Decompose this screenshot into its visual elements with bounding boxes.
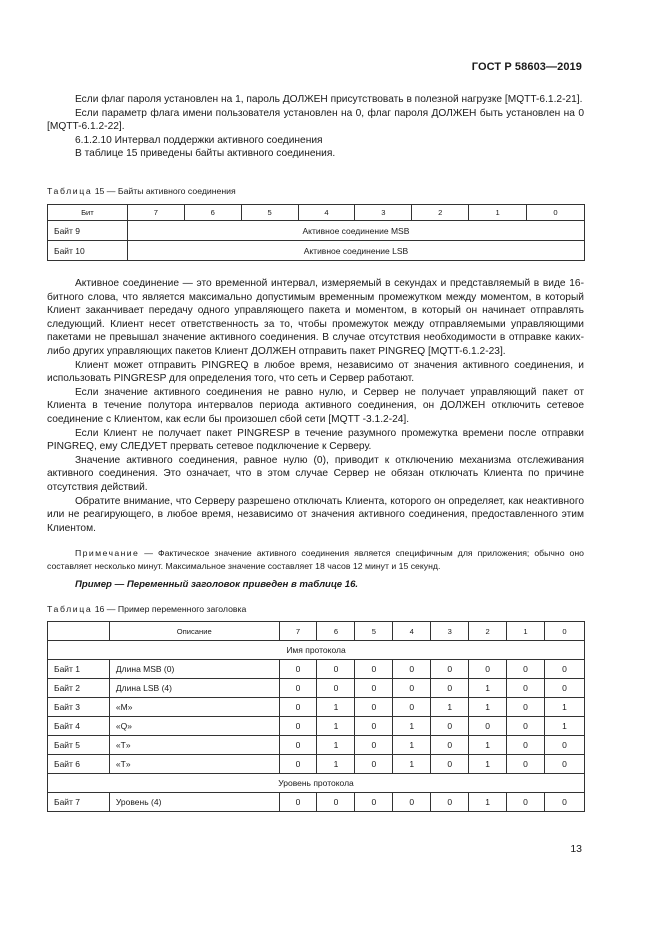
bit-cell: 1 [317,717,355,736]
header-cell: 0 [527,205,585,221]
description-cell: Длина LSB (4) [109,679,279,698]
bit-cell: 0 [545,679,585,698]
bit-cell: 0 [317,793,355,812]
table-header-row [48,622,585,641]
header-cell: 1 [507,622,545,641]
section-row [48,774,585,793]
bit-cell: 1 [431,698,469,717]
bit-cell: 0 [355,736,393,755]
header-cell: Бит [48,205,128,221]
description-cell: «Q» [109,717,279,736]
bit-cell: 1 [393,736,431,755]
bit-cell: 0 [279,717,317,736]
description-cell: Длина MSB (0) [109,660,279,679]
bit-cell: 0 [507,660,545,679]
caption-text: 15 — Байты активного соединения [94,186,236,196]
table-header-row [48,205,585,221]
section-heading: 6.1.2.10 Интервал поддержки активного соединения [75,134,323,146]
description-cell: «M» [109,698,279,717]
bit-cell: 0 [279,736,317,755]
description-cell: Уровень (4) [109,793,279,812]
bit-cell: 1 [469,793,507,812]
intro-paragraph: Если параметр флага имени пользователя установлен на 0, флаг пароля ДОЛЖЕН быть установлен на 0 [MQTT-6.1.2-22]. [47,107,584,133]
header-cell: 5 [241,205,298,221]
bit-cell: 1 [469,679,507,698]
bit-cell: 0 [279,679,317,698]
byte-label: Байт 3 [48,698,110,717]
table-row [48,698,585,717]
bit-cell: 0 [545,660,585,679]
table-15 [47,204,585,261]
bit-cell: 0 [507,717,545,736]
bit-cell: 0 [393,660,431,679]
byte-label: Байт 6 [48,755,110,774]
header-cell: Описание [109,622,279,641]
bit-cell: 0 [355,679,393,698]
table-row [48,241,585,261]
caption-prefix: Таблица [47,186,93,196]
bit-cell: 0 [393,793,431,812]
table-16 [47,621,585,812]
header-cell: 3 [355,205,412,221]
page-number: 13 [570,843,582,855]
bit-cell: 1 [545,717,585,736]
caption-prefix: Таблица [47,604,93,614]
paragraph: Если Клиент не получает пакет PINGRESP в течение разумного промежутка времени после отправки PINGREQ, ему СЛЕДУЕТ прервать сетевое подключение к Серверу. [47,427,584,453]
main-text [47,277,584,535]
bit-cell: 1 [317,698,355,717]
bit-cell: 0 [431,660,469,679]
row-label: Байт 10 [48,241,128,261]
bit-cell: 0 [545,793,585,812]
header-cell: 1 [469,205,527,221]
byte-label: Байт 2 [48,679,110,698]
bit-cell: 0 [355,698,393,717]
byte-label: Байт 1 [48,660,110,679]
bit-cell: 0 [431,793,469,812]
bit-cell: 1 [393,717,431,736]
table16-caption [47,604,246,614]
bit-cell: 0 [431,736,469,755]
note [47,547,584,572]
bit-cell: 0 [393,698,431,717]
header-cell: 4 [393,622,431,641]
table-row [48,736,585,755]
bit-cell: 0 [469,717,507,736]
header-cell: 2 [412,205,469,221]
section-label: Уровень протокола [48,774,585,793]
header-cell [48,622,110,641]
row-value: Активное соединение LSB [127,241,584,261]
table15-caption [47,186,236,196]
row-label: Байт 9 [48,221,128,241]
byte-label: Байт 5 [48,736,110,755]
bit-cell: 0 [545,736,585,755]
bit-cell: 0 [545,755,585,774]
bit-cell: 0 [317,660,355,679]
row-value: Активное соединение MSB [127,221,584,241]
description-cell: «T» [109,755,279,774]
intro-paragraph: Если флаг пароля установлен на 1, пароль ДОЛЖЕН присутствовать в полезной нагрузке [MQTT-6.1.2-21]. [75,94,583,105]
bit-cell: 0 [355,793,393,812]
table-row [48,660,585,679]
bit-cell: 0 [507,698,545,717]
section-row [48,641,585,660]
header-cell: 7 [279,622,317,641]
intro-block [47,93,584,161]
section-label: Имя протокола [48,641,585,660]
byte-label: Байт 7 [48,793,110,812]
paragraph: Значение активного соединения, равное нулю (0), приводит к отключению механизма отслеживания активного соединения. Это означает, что в этом случае Сервер не обязан отключать Клиента по причине отсутствия действий. [47,454,584,493]
bit-cell: 0 [507,755,545,774]
header-cell: 2 [469,622,507,641]
bit-cell: 1 [317,736,355,755]
bit-cell: 0 [279,793,317,812]
bit-cell: 0 [431,717,469,736]
header-cell: 4 [298,205,355,221]
header-cell: 0 [545,622,585,641]
paragraph: Если значение активного соединения не равно нулю, и Сервер не получает управляющий пакет от Клиента в течение полутора интервалов периода активного соединения, он ДОЛЖЕН отключить сетевое соединение с Клиентом, как если бы произошел сбой сети [MQTT -3.1.2-24]. [47,386,584,425]
bit-cell: 0 [279,660,317,679]
bit-cell: 1 [317,755,355,774]
bit-cell: 0 [317,679,355,698]
table-row [48,221,585,241]
table-row [48,755,585,774]
bit-cell: 0 [469,660,507,679]
byte-label: Байт 4 [48,717,110,736]
bit-cell: 1 [469,755,507,774]
bit-cell: 1 [469,698,507,717]
header-cell: 3 [431,622,469,641]
example-heading: Пример — Переменный заголовок приведен в таблице 16. [75,579,359,590]
bit-cell: 0 [279,755,317,774]
bit-cell: 0 [507,679,545,698]
note-label: Примечание [75,548,140,558]
bit-cell: 1 [393,755,431,774]
bit-cell: 1 [469,736,507,755]
header-cell: 6 [317,622,355,641]
paragraph: Клиент может отправить PINGREQ в любое время, независимо от значения активного соединения, и использовать PINGRESP для определения того, что сеть и Сервер работают. [47,359,584,385]
bit-cell: 0 [507,736,545,755]
document-id: ГОСТ Р 58603—2019 [471,61,582,73]
description-cell: «T» [109,736,279,755]
caption-text: 16 — Пример переменного заголовка [94,604,247,614]
bit-cell: 0 [431,755,469,774]
bit-cell: 0 [355,660,393,679]
bit-cell: 0 [355,755,393,774]
intro-paragraph: В таблице 15 приведены байты активного соединения. [75,148,336,160]
paragraph: Обратите внимание, что Серверу разрешено отключать Клиента, которого он определяет, как неактивного или не реагирующего, в любое время, независимо от значения активного соединения, предоставленного этим Клиентом. [47,495,584,534]
note-text: — Фактическое значение активного соединения является специфичным для приложения; обычно оно составляет несколько минут. Максимальное значение составляет 18 часов 12 минут и 15 секунд. [47,548,584,571]
header-cell: 5 [355,622,393,641]
header-cell: 6 [184,205,241,221]
bit-cell: 0 [355,717,393,736]
header-cell: 7 [127,205,184,221]
bit-cell: 0 [279,698,317,717]
bit-cell: 1 [545,698,585,717]
bit-cell: 0 [393,679,431,698]
table-row [48,793,585,812]
bit-cell: 0 [431,679,469,698]
table-row [48,717,585,736]
paragraph: Активное соединение — это временной интервал, измеряемый в секундах и представляемый в виде 16-битного слова, что является максимально допустимым временным промежутком между моментом, в который Клиент заканчивает передачу одного управляющего пакета и моментом, в который он начинает отправлять следующий. Клиент несет ответственность за то, чтобы промежуток между отправляемыми управляющими пакетами не превышал значение активного соединения. В случае отсутствия необходимости в отправке каких-либо других управляющих пакетов Клиент ДОЛЖЕН отправить пакет PINGREQ [MQTT-6.1.2-23]. [47,278,584,357]
table-row [48,679,585,698]
bit-cell: 0 [507,793,545,812]
